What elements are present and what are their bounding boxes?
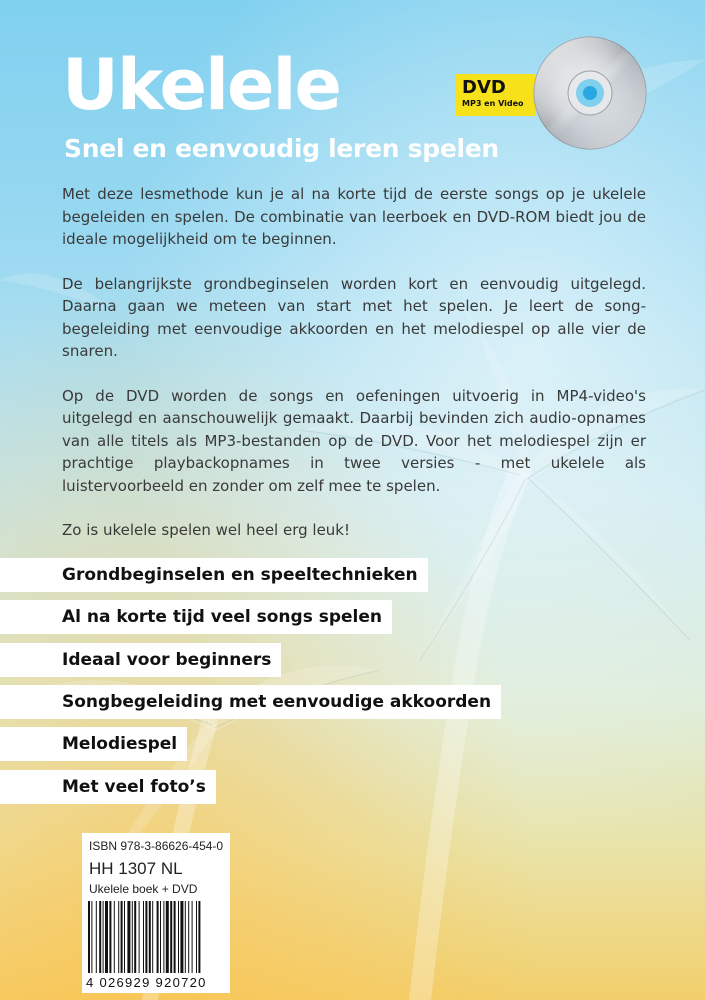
description-paragraph: Op de DVD worden de songs en oefeningen uitvoerig in MP4-video's uitgelegd en aanschouwelijk gemaakt. Daarbij bevinden zich audio-opnames van alle titels als MP3-bestanden op de DVD. Voor het melodiespel zijn er prachtige playbackopnames in twee versies - met ukelele als luistervoorbeeld en zonder om zelf mee te spelen. [62, 386, 646, 495]
feature-item: Grondbeginselen en speeltechnieken [0, 558, 428, 592]
dvd-badge-sublabel: MP3 en Video [462, 99, 524, 108]
book-title: Ukelele [62, 44, 340, 126]
dvd-badge-label: DVD [462, 77, 506, 98]
dvd-disc-icon [533, 36, 647, 150]
barcode-digits: 4 026929 920720 [86, 975, 207, 990]
feature-item: Ideaal voor beginners [0, 643, 281, 677]
isbn-number: ISBN 978-3-86626-454-0 [89, 839, 224, 853]
feature-item: Al na korte tijd veel songs spelen [0, 600, 392, 634]
feature-item: Melodiespel [0, 727, 187, 761]
product-description: Ukelele boek + DVD [89, 882, 198, 896]
feature-item: Songbegeleiding met eenvoudige akkoorden [0, 685, 501, 719]
product-info-box [82, 833, 230, 993]
description-paragraph: Zo is ukelele spelen wel heel erg leuk! [62, 521, 351, 539]
barcode [84, 899, 228, 975]
book-subtitle: Snel en eenvoudig leren spelen [64, 134, 499, 163]
description-paragraph: De belangrijkste grondbeginselen worden kort en eenvoudig uitgelegd. Daarna gaan we meteen van start met het spelen. Je leert de song-begeleiding met eenvoudige akkoorden en het melodiespel op alle vier de snaren. [62, 274, 646, 360]
description-paragraph: Met deze lesmethode kun je al na korte tijd de eerste songs op je ukelele begeleiden en spelen. De combinatie van leerboek en DVD-ROM biedt jou de ideale mogelijkheid om te beginnen. [62, 185, 646, 248]
dvd-badge [456, 74, 536, 116]
feature-item: Met veel foto’s [0, 770, 216, 804]
catalog-code: HH 1307 NL [89, 859, 183, 878]
description-text [62, 183, 646, 564]
